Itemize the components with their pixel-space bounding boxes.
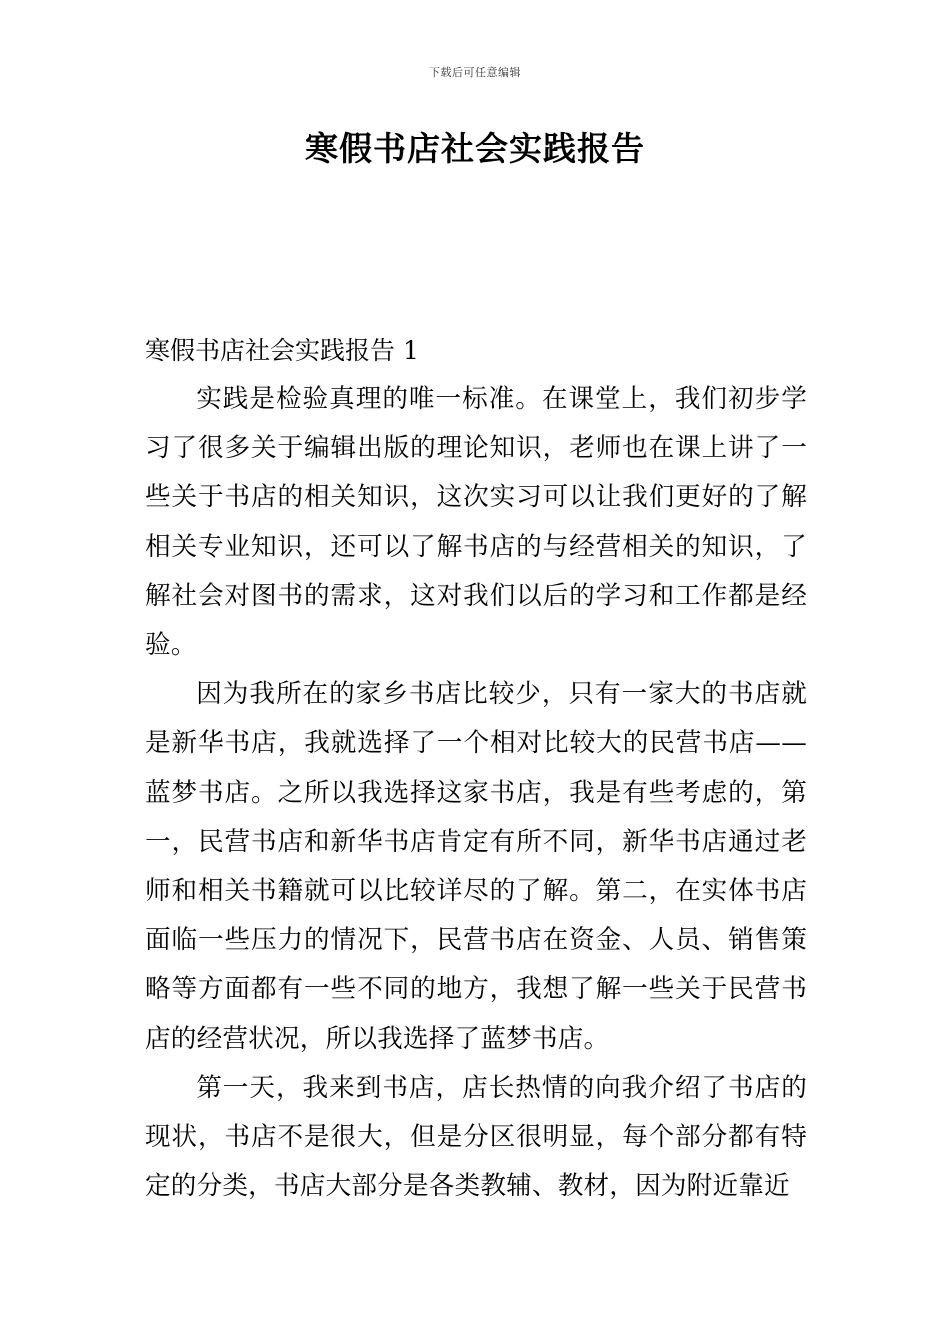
paragraph-3: 第一天，我来到书店，店长热情的向我介绍了书店的现状，书店不是很大，但是分区很明显，每个部分都有特定的分类，书店大部分是各类教辅、教材，因为附近靠近 [145,1072,807,1202]
section-heading: 寒假书店社会实践报告 1 [145,336,419,365]
document-body [145,327,807,1211]
header-note: 下载后可任意编辑 [429,66,521,79]
paragraph-1: 实践是检验真理的唯一标准。在课堂上，我们初步学习了很多关于编辑出版的理论知识，老师也在课上讲了一些关于书店的相关知识，这次实习可以让我们更好的了解相关专业知识，还可以了解书店的与经营相关的知识，了解社会对图书的需求，这对我们以后的学习和工作都是经验。 [145,384,807,661]
page-title: 寒假书店社会实践报告 [305,129,645,168]
paragraph-2: 因为我所在的家乡书店比较少，只有一家大的书店就是新华书店，我就选择了一个相对比较大的民营书店——蓝梦书店。之所以我选择这家书店，我是有些考虑的，第一，民营书店和新华书店肯定有所不同，新华书店通过老师和相关书籍就可以比较详尽的了解。第二，在实体书店面临一些压力的情况下，民营书店在资金、人员、销售策略等方面都有一些不同的地方，我想了解一些关于民营书店的经营状况，所以我选择了蓝梦书店。 [145,679,807,1054]
